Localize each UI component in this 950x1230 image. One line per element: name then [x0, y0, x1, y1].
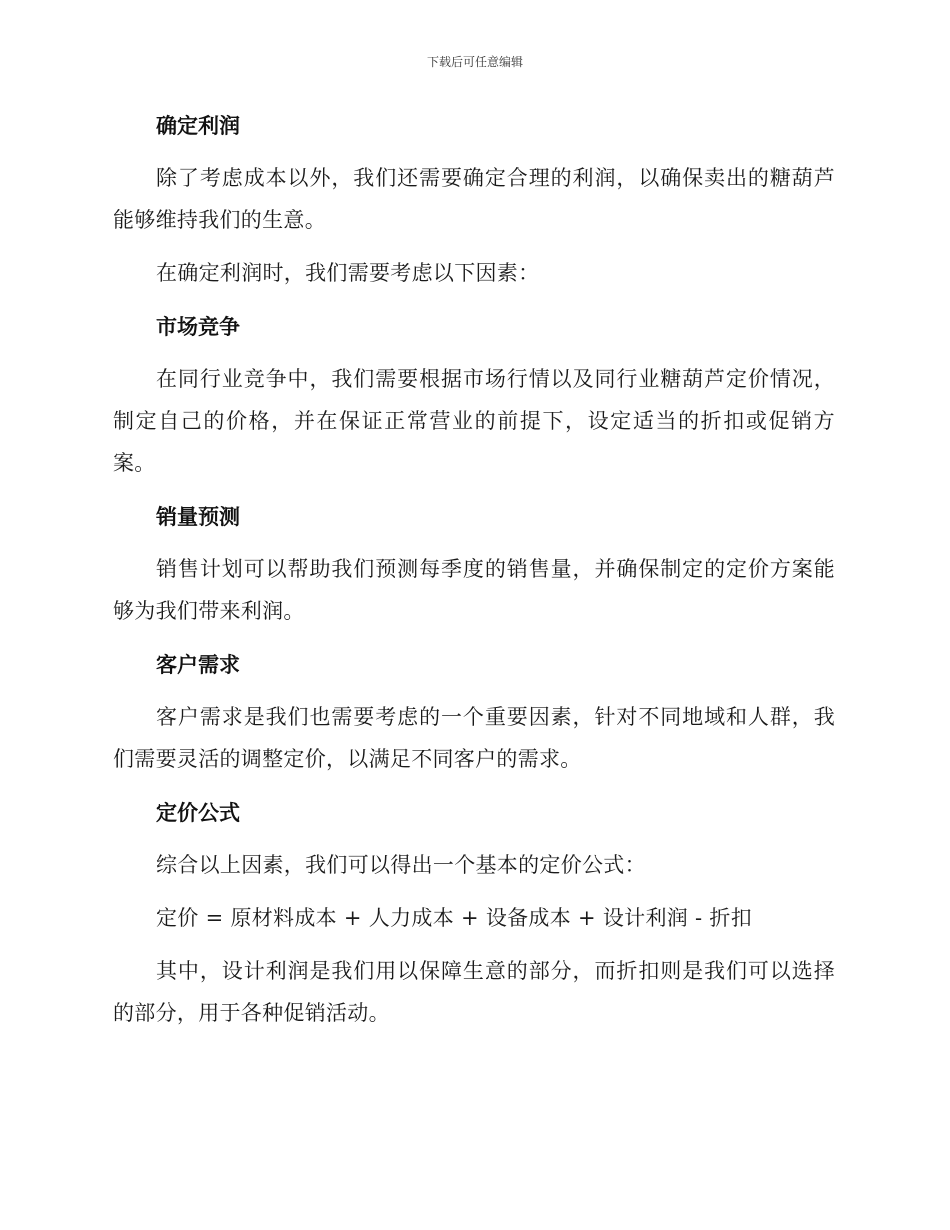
section-heading-pricing-formula: 定价公式: [156, 801, 240, 825]
paragraph: 在同行业竞争中，我们需要根据市场行情以及同行业糖葫芦定价情况，制定自己的价格，并在保证正常营业的前提下，设定适当的折扣或促销方案。: [113, 367, 835, 475]
page-header: 下载后可任意编辑: [426, 55, 523, 69]
paragraph: 在确定利润时，我们需要考虑以下因素：: [156, 261, 540, 285]
paragraph: 除了考虑成本以外，我们还需要确定合理的利润，以确保卖出的糖葫芦能够维持我们的生意。: [113, 166, 835, 232]
section-heading-customer-needs: 客户需求: [156, 653, 240, 677]
paragraph: 客户需求是我们也需要考虑的一个重要因素，针对不同地域和人群，我们需要灵活的调整定价，以满足不同客户的需求。: [113, 705, 835, 771]
paragraph: 综合以上因素，我们可以得出一个基本的定价公式：: [156, 853, 646, 877]
document-body: [113, 104, 835, 1034]
paragraph: 销售计划可以帮助我们预测每季度的销售量，并确保制定的定价方案能够为我们带来利润。: [113, 557, 835, 623]
paragraph: 其中，设计利润是我们用以保障生意的部分，而折扣则是我们可以选择的部分，用于各种促销活动。: [113, 959, 835, 1025]
pricing-formula: 定价 = 原材料成本 + 人力成本 + 设备成本 + 设计利润 - 折扣: [156, 906, 753, 930]
section-heading-profit: 确定利润: [156, 114, 240, 138]
section-heading-competition: 市场竞争: [156, 315, 240, 339]
section-heading-sales-forecast: 销量预测: [156, 505, 240, 529]
